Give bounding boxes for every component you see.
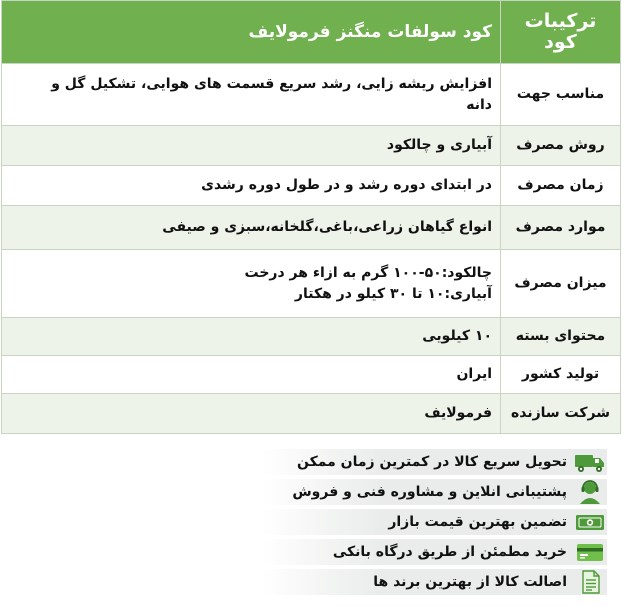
value-line: فرمولایف [424, 405, 492, 421]
value-line: چالکود:۵۰-۱۰۰ گرم به ازاء هر درخت [244, 264, 492, 281]
document-icon [573, 569, 607, 595]
row-value [2, 250, 501, 318]
table-header-row [2, 1, 621, 64]
value-line: ایران [456, 366, 492, 382]
table-row [2, 206, 621, 250]
table-row [2, 166, 621, 206]
feature-item [261, 449, 607, 475]
row-label: شرکت سازنده [501, 394, 621, 434]
row-value [2, 166, 501, 206]
value-line: افزایش ریشه زایی، رشد سریع قسمت های هوایی، تشکیل گل و [51, 75, 492, 92]
feature-text: تحویل سریع کالا در کمترین زمان ممکن [296, 454, 567, 470]
value-line: ۱۰ کیلویی [422, 328, 492, 344]
credit-card-icon [573, 539, 607, 565]
row-label: میزان مصرف [501, 250, 621, 318]
header-product-name: کود سولفات منگنز فرمولایف [2, 1, 501, 64]
feature-text: خرید مطمئن از طریق درگاه بانکی [332, 544, 567, 560]
delivery-truck-icon [573, 449, 607, 475]
cash-icon [573, 509, 607, 535]
spec-table [1, 0, 621, 434]
feature-item [261, 539, 607, 565]
feature-text: اصالت کالا از بهترین برند ها [373, 574, 567, 590]
feature-text: پشتیبانی انلاین و مشاوره فنی و فروش [292, 484, 567, 500]
row-value [2, 64, 501, 126]
row-label: روش مصرف [501, 126, 621, 166]
row-value [2, 318, 501, 356]
feature-item [261, 509, 607, 535]
header-ingredients: ترکیبات کود [501, 1, 621, 64]
value-line: در ابتدای دوره رشد و در طول دوره رشدی [201, 177, 492, 193]
table-row [2, 64, 621, 126]
value-line: انواع گیاهان زراعی،باغی،گلخانه،سبزی و صیفی [162, 219, 492, 235]
value-line: آبیاری و چالکود [386, 137, 492, 153]
row-value [2, 126, 501, 166]
row-label: تولید کشور [501, 356, 621, 394]
row-value [2, 356, 501, 394]
feature-item [261, 569, 607, 595]
row-label: مناسب جهت [501, 64, 621, 126]
value-line: آبیاری:۱۰ تا ۳۰ کیلو در هکتار [294, 285, 492, 302]
table-row [2, 356, 621, 394]
value-line: دانه [466, 96, 492, 113]
table-row [2, 394, 621, 434]
table-row [2, 126, 621, 166]
row-value [2, 394, 501, 434]
feature-text: تضمین بهترین قیمت بازار [388, 514, 567, 530]
row-value [2, 206, 501, 250]
row-label: زمان مصرف [501, 166, 621, 206]
feature-item [261, 479, 607, 505]
table-row [2, 318, 621, 356]
table-row [2, 250, 621, 318]
row-label: محتوای بسته [501, 318, 621, 356]
row-label: موارد مصرف [501, 206, 621, 250]
support-agent-icon [573, 479, 607, 505]
